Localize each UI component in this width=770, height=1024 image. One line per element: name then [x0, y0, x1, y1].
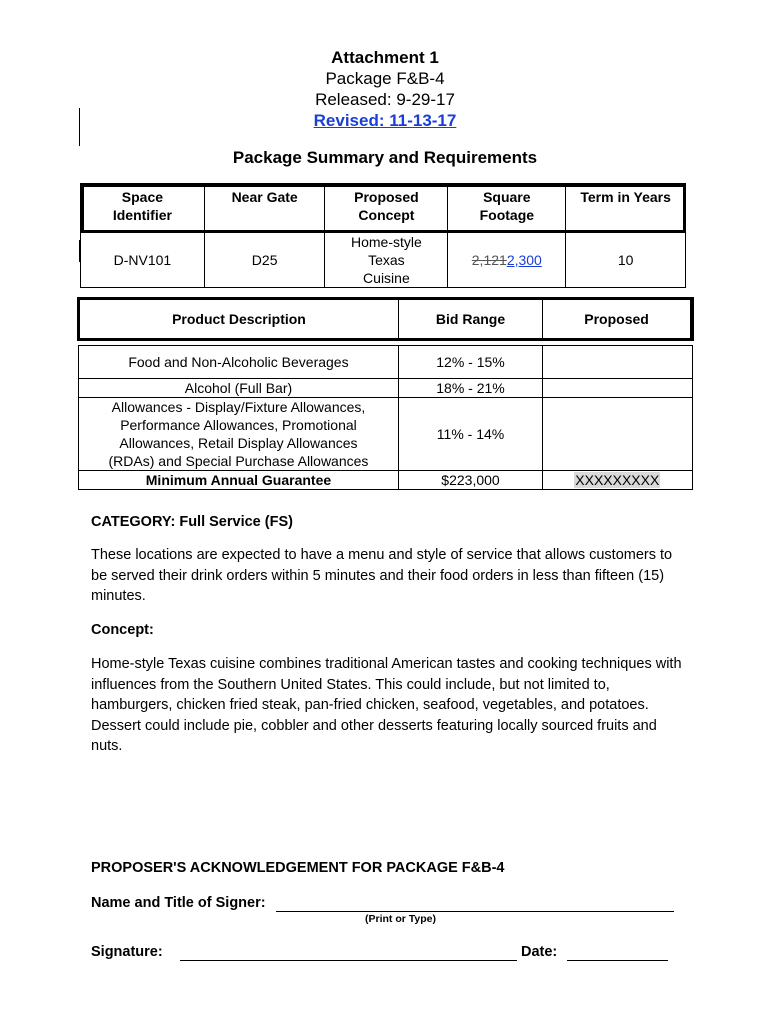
table-row — [79, 379, 693, 398]
table-row — [79, 398, 693, 471]
mag-redacted: XXXXXXXXX — [575, 472, 660, 488]
header-square-footage: Square Footage — [448, 184, 566, 233]
bid-range-cell: 12% - 15% — [398, 346, 542, 379]
proposed-input-cell[interactable] — [543, 398, 692, 471]
package-name: Package F&B-4 — [325, 69, 445, 88]
product-table-header — [79, 299, 693, 340]
square-footage-new: 2,300 — [506, 252, 542, 268]
revised-line — [0, 111, 770, 131]
proposed-input-cell[interactable] — [543, 379, 692, 398]
mag-proposed-cell — [543, 471, 692, 490]
space-summary-table — [80, 183, 686, 288]
space-table-header — [81, 184, 686, 233]
product-bid-table — [77, 297, 694, 490]
table-row — [79, 471, 693, 490]
signer-name-label: Name and Title of Signer: — [91, 895, 266, 911]
header-proposed: Proposed — [543, 299, 692, 340]
header-product-description: Product Description — [79, 299, 399, 340]
table-row — [79, 346, 693, 379]
concept-description: Home-style Texas cuisine combines traditional American tastes and cooking techniques with influences from the Southern United States. This could include, but not limited to, hamburgers, chicken fried steak, pan-fried chicken, seafood, vegetables, and potatoes. Dessert could include pie, cobbler and other desserts featuring locally sourced fruits and nuts. — [91, 656, 682, 754]
product-desc-cell: Alcohol (Full Bar) — [79, 379, 399, 398]
header-term-in-years: Term in Years — [566, 184, 686, 233]
date-field[interactable] — [567, 960, 668, 961]
term-years-cell: 10 — [566, 233, 686, 288]
category-description: These locations are expected to have a menu and style of service that allows customers to be served their drink orders within 5 minutes and their food orders in less than fifteen (15) minutes. — [91, 547, 673, 604]
category-heading: CATEGORY: Full Service (FS) — [91, 514, 293, 530]
near-gate-cell: D25 — [204, 233, 325, 288]
space-identifier-cell: D-NV101 — [81, 233, 205, 288]
header-proposed-concept: Proposed Concept — [325, 184, 448, 233]
signer-name-field[interactable] — [276, 911, 674, 912]
square-footage-old: 2,121 — [471, 252, 507, 268]
header-space-identifier: Space Identifier — [81, 184, 205, 233]
header-bid-range: Bid Range — [398, 299, 542, 340]
mag-label-cell: Minimum Annual Guarantee — [79, 471, 399, 490]
proposed-concept-cell: Home-style Texas Cuisine — [325, 233, 448, 288]
print-note: (Print or Type) — [365, 913, 436, 925]
header-near-gate: Near Gate — [204, 184, 325, 233]
concept-heading: Concept: — [91, 622, 154, 638]
date-label: Date: — [521, 944, 558, 960]
released-date: Released: 9-29-17 — [315, 90, 455, 109]
attachment-title: Attachment 1 — [331, 48, 439, 67]
signature-field[interactable] — [180, 960, 517, 961]
mag-amount-cell: $223,000 — [398, 471, 542, 490]
bid-range-cell: 11% - 14% — [398, 398, 542, 471]
square-footage-cell — [448, 233, 566, 288]
signature-label: Signature: — [91, 944, 163, 960]
section-title: Package Summary and Requirements — [232, 148, 538, 167]
product-desc-cell: Food and Non-Alcoholic Beverages — [79, 346, 399, 379]
revision-change-bar — [79, 108, 80, 146]
bid-range-cell: 18% - 21% — [398, 379, 542, 398]
proposed-input-cell[interactable] — [543, 346, 692, 379]
acknowledgement-title: PROPOSER'S ACKNOWLEDGEMENT FOR PACKAGE F&B-4 — [91, 860, 505, 876]
table-row — [81, 233, 686, 288]
revised-date: Revised: 11-13-17 — [313, 111, 457, 130]
product-desc-cell: Allowances - Display/Fixture Allowances, Performance Allowances, Promotional Allowances, Retail Display Allowances (RDAs) and Special Purchase Allowances — [79, 398, 399, 471]
